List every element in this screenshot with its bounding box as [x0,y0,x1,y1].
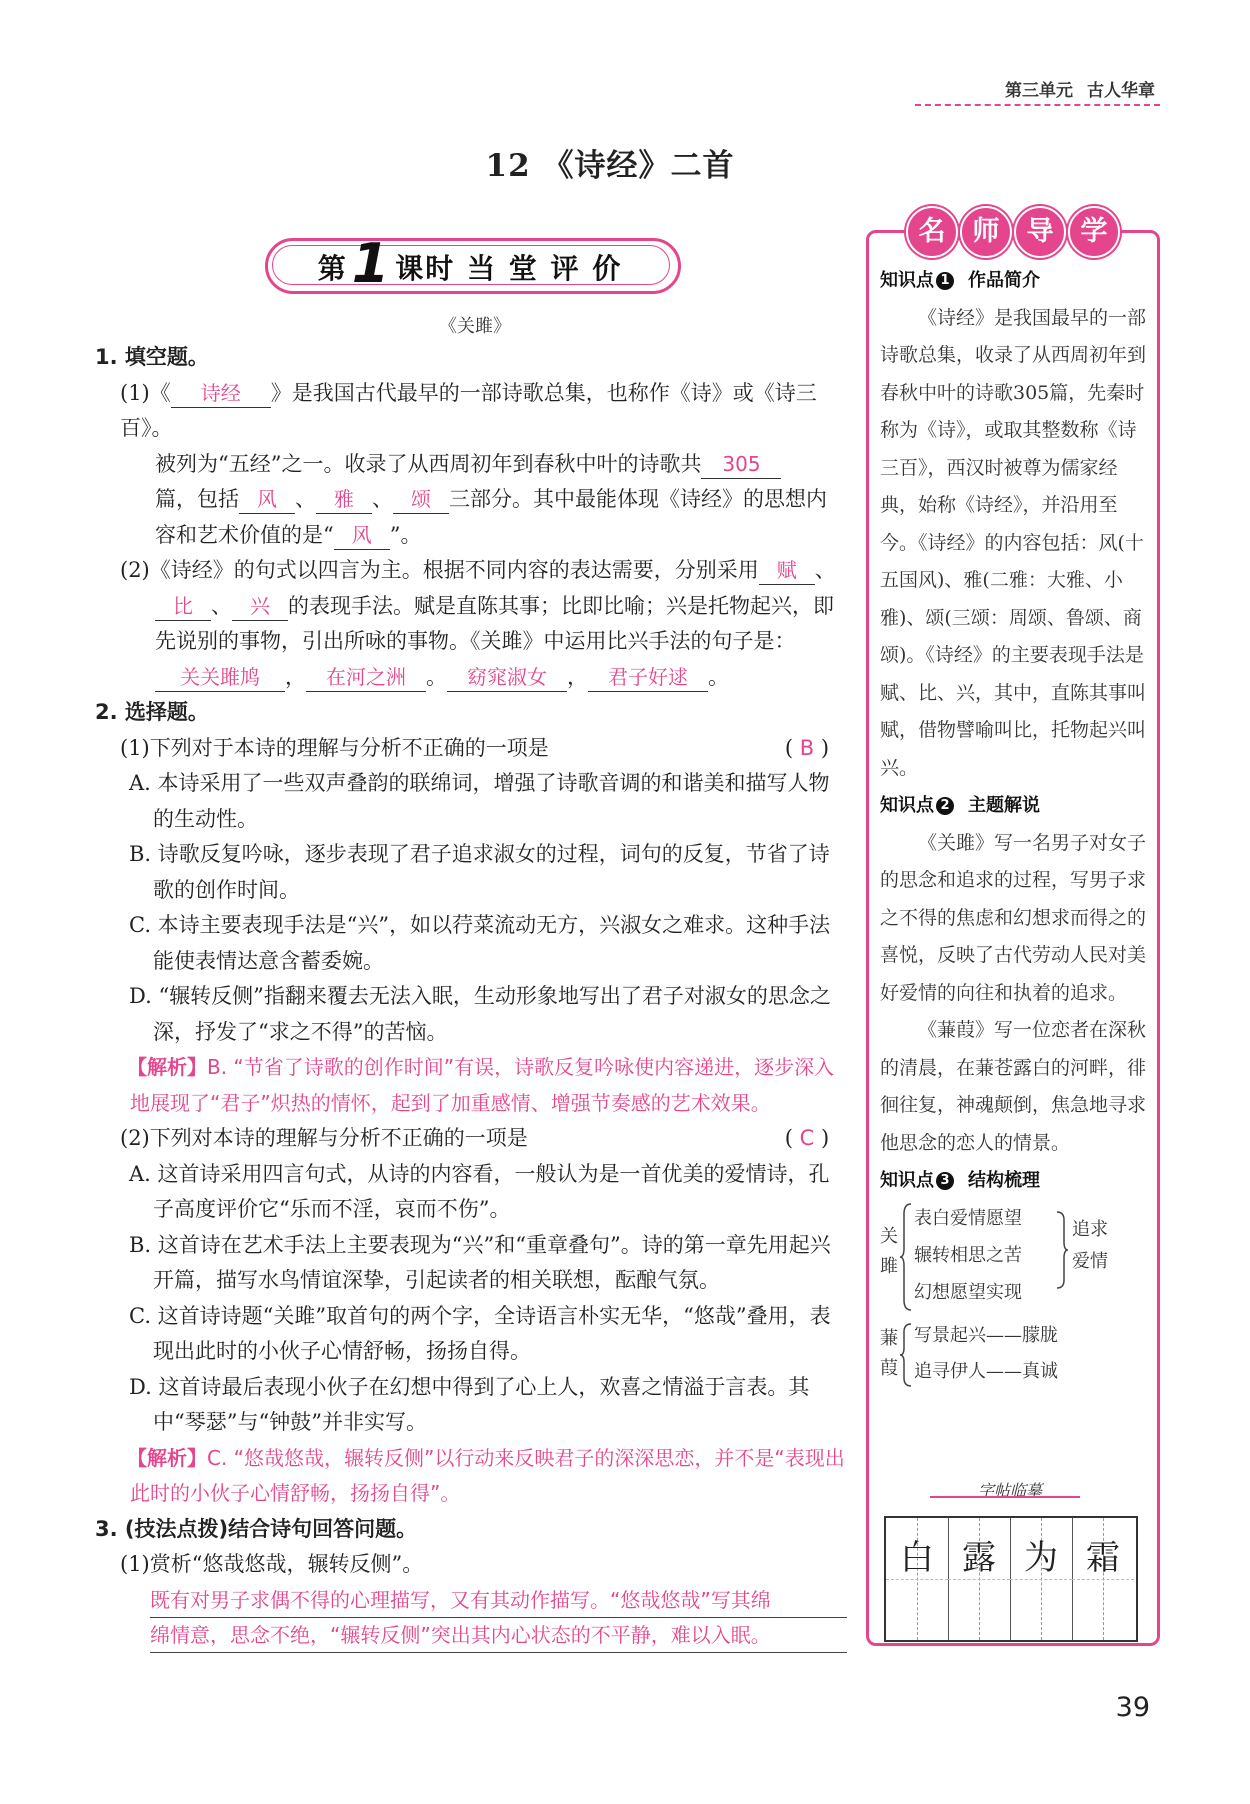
option-a: A. 这首诗采用四言句式，从诗的内容看，一般认为是一首优美的爱情诗，孔子高度评价它“乐而不淫，哀而不伤”。 [129,1161,830,1221]
struct-label-char: 蒹 [880,1327,898,1349]
teacher-guide-title [906,206,1114,256]
struct-item: 表白爱情愿望 [914,1207,1022,1229]
choice-answer: C [799,1126,815,1150]
text: (1)《 [120,380,171,405]
analysis-1 [95,1050,847,1121]
answer-blank: 雅 [316,485,372,514]
copy-char: 霜 [1086,1538,1120,1578]
copybook-underline [930,1496,1080,1498]
struct-item: 追寻伊人——真诚 [914,1360,1058,1382]
answer-blank: 风 [239,485,295,514]
copybook-grid [884,1516,1138,1642]
title-char: 学 [1068,206,1120,258]
q3-title: 3. (技法点拨)结合诗句回答问题。 [95,1516,418,1541]
answer-line: 既有对男子求偶不得的心理描写，又有其动作描写。“悠哉悠哉”写其绵 [150,1583,847,1618]
analysis-label: 【解析】 [127,1445,207,1470]
unit-label: 第三单元 [1005,81,1073,101]
analysis-text: C. “悠哉悠哉，辗转反侧”以行动来反映君子的深深思恋，并不是“表现出此时的小伙子心情舒畅，扬扬自得”。 [130,1445,845,1505]
answer-blank: 兴 [232,592,288,621]
answer-line: 绵情意，思念不绝，“辗转反侧”突出其内心状态的不平静，难以入眠。 [150,1618,847,1653]
q2-s1-stem [95,731,847,767]
q1-part1-line4 [95,518,847,554]
q2-title: 2. 选择题。 [95,700,209,724]
kp-title: 结构梳理 [968,1170,1040,1191]
struct-items [914,1318,1058,1390]
lesson-suffix: 课时 当 堂 评 价 [395,252,623,285]
copybook-label: 字帖临摹 [977,1481,1042,1500]
text: 、 [211,593,232,618]
text: ， [567,664,588,689]
text: (2)下列对本诗的理解与分析不正确的一项是 [120,1126,528,1150]
analysis-2 [95,1441,847,1512]
answer-blank: 305 [701,450,781,479]
copy-cell [948,1518,1011,1640]
text: 、 [372,487,393,511]
title-char: 导 [1014,206,1066,258]
poem-name: 《关雎》 [439,316,511,337]
kp2-text-1: 《关雎》写一名男子对女子的思念和追求的过程，写男子求之不得的焦虑和幻想求而得之的喜悦，反映了古代劳动人民对美好爱情的向往和执着的追求。 [880,831,1147,1004]
text: 》是我国古代最早的一部诗歌总集，也称作《诗》或《诗三百》。 [120,380,817,440]
page-number: 39 [1115,1692,1150,1723]
kp-label: 知识点 [880,270,934,291]
struct-item: 幻想愿望实现 [914,1281,1022,1303]
answer-blank: 赋 [759,556,815,585]
text: ”。 [389,522,422,547]
choice-answer: B [799,735,815,760]
q1-part2-line4 [95,660,847,696]
text: 、 [295,487,316,511]
copy-cell [1010,1518,1073,1640]
text: 被列为“五经”之一。收录了从西周初年到春秋中叶的诗歌共 [155,451,702,476]
knowledge-point-1 [880,262,1146,300]
kp-title: 主题解说 [968,795,1040,816]
kp-label: 知识点 [880,795,934,816]
text: 。 [426,664,447,689]
analysis-label: 【解析】 [127,1055,207,1079]
q1-part2 [95,553,847,589]
answer-blank: 在河之洲 [306,663,426,692]
option-d: D. “辗转反侧”指翻来覆去无法入眠，生动形象地写出了君子对淑女的思念之深，抒发了“求之不得”的苦恼。 [129,984,831,1044]
structure-guanju [880,1200,1146,1318]
answer-blank: 比 [155,592,211,621]
q2-s2-stem [95,1121,847,1157]
option-c: C. 这首诗诗题“关雎”取首句的两个字，全诗语言朴实无华，“悠哉”叠用，表现出此时的小伙子心情舒畅，扬扬自得。 [129,1303,831,1363]
struct-label-char: 葭 [880,1357,898,1379]
analysis-text: B. “节省了诗歌的创作时间”有误，诗歌反复吟咏使内容递进，逐步深入地展现了“君子”炽热的情怀，起到了加重感情、增强节奏感的艺术效果。 [130,1055,835,1115]
knowledge-point-3 [880,1162,1146,1200]
copy-cell [886,1518,949,1640]
struct-right [1072,1214,1108,1278]
kp-title: 作品简介 [968,270,1040,291]
answer-blank: 风 [334,521,390,550]
teacher-guide-body [880,262,1146,1396]
struct-label [880,1324,900,1384]
q1-part2-line3: 先说别的事物，引出所咏的事物。《关雎》中运用比兴手法的句子是： [155,629,796,653]
option-b: B. 诗歌反复吟咏，逐步表现了君子追求淑女的过程，词句的反复，节省了诗歌的创作时间。 [129,842,830,902]
kp1-text: 《诗经》是我国最早的一部诗歌总集，收录了从西周初年到春秋中叶的诗歌305篇，先秦时称为《诗》，或取其整数称《诗三百》，西汉时被尊为儒家经典，始称《诗经》，并沿用至今。《诗经》的内容包括：风(十五国风)、雅(二雅：大雅、小雅)、颂(三颂：周颂、鲁颂、商颂)。《诗经》的主要表现手法是赋、比、兴，其中，直陈其事叫赋，借物譬喻叫比，托物起兴叫兴。 [880,306,1147,779]
left-brace-icon [900,1322,912,1388]
text: 、 [814,558,836,582]
q1-part1 [95,376,847,447]
q1-title: 1. 填空题。 [95,345,209,369]
unit-theme: 古人华章 [1087,81,1155,101]
unit-header [915,76,1155,101]
right-brace-icon [1056,1210,1068,1290]
text: 容和艺术价值的是“ [155,522,334,547]
struct-label-char: 雎 [880,1255,898,1277]
answer-paren: ( C ) [784,1126,830,1150]
struct-label [880,1222,900,1282]
lesson-banner [265,232,675,297]
option-d: D. 这首诗最后表现小伙子在幻想中得到了心上人，欢喜之情溢于言表。其中“琴瑟”与“钟鼓”并非实写。 [129,1374,810,1434]
text: (2)《诗经》的句式以四言为主。根据不同内容的表达需要，分别采用 [120,558,759,582]
answer-blank: 窈窕淑女 [447,663,567,692]
title-char: 师 [960,206,1012,258]
structure-jianjia [880,1318,1146,1396]
page-title: 12 《诗经》二首 [485,148,735,184]
text: (1)下列对于本诗的理解与分析不正确的一项是 [120,735,549,760]
answer-blank: 君子好逑 [588,663,708,692]
copy-char: 白 [900,1538,934,1578]
answer-paren: ( B ) [784,735,830,760]
answer-blank: 诗经 [171,379,271,408]
struct-right-text: 爱情 [1072,1250,1108,1272]
q3-answer [95,1583,847,1653]
lesson-prefix: 第 [317,252,348,285]
q3-s1: (1)赏析“悠哉悠哉，辗转反侧”。 [120,1552,424,1576]
option-a: A. 本诗采用了一些双声叠韵的联绵词，增强了诗歌音调的和谐美和描写人物的生动性。 [129,771,830,831]
struct-item: 写景起兴——朦胧 [914,1324,1058,1346]
lesson-number: 1 [351,232,392,295]
header-divider [915,104,1160,106]
answer-blank: 颂 [393,485,449,514]
kp-label: 知识点 [880,1170,934,1191]
left-brace-icon [900,1202,912,1312]
text: 篇，包括 [155,487,239,511]
struct-item: 辗转相思之苦 [914,1244,1022,1266]
title-char: 名 [906,206,958,258]
kp2-text-2: 《蒹葭》写一位恋者在深秋的清晨，在蒹苍露白的河畔，徘徊往复，神魂颠倒，焦急地寻求他思念的恋人的情景。 [880,1019,1147,1154]
q1-part1-line3 [95,482,847,518]
kp-number-icon: 2 [936,797,954,815]
q1-part2-line2 [95,589,847,625]
copy-char: 为 [1024,1538,1058,1578]
text: 三部分。其中最能体现《诗经》的思想内 [449,487,827,511]
struct-label-char: 关 [880,1225,898,1247]
text: ， [285,664,306,689]
kp-number-icon: 3 [936,1172,954,1190]
struct-right-text: 追求 [1072,1218,1108,1240]
copy-char: 露 [962,1538,996,1578]
option-c: C. 本诗主要表现手法是“兴”，如以荇菜流动无方，兴淑女之难求。这种手法能使表情达意含蓄委婉。 [129,913,831,973]
answer-blank: 关关雎鸠 [155,663,285,692]
knowledge-point-2 [880,787,1146,825]
q1-part1-line2 [95,447,847,483]
struct-items [914,1200,1022,1311]
kp-number-icon: 1 [936,272,954,290]
copy-cell [1072,1518,1136,1640]
main-content [95,340,847,1653]
text: 的表现手法。赋是直陈其事；比即比喻；兴是托物起兴，即 [288,593,834,618]
option-b: B. 这首诗在艺术手法上主要表现为“兴”和“重章叠句”。诗的第一章先用起兴开篇，描写水鸟情谊深挚，引起读者的相关联想，酝酿气氛。 [129,1232,831,1292]
text: 。 [708,664,729,689]
